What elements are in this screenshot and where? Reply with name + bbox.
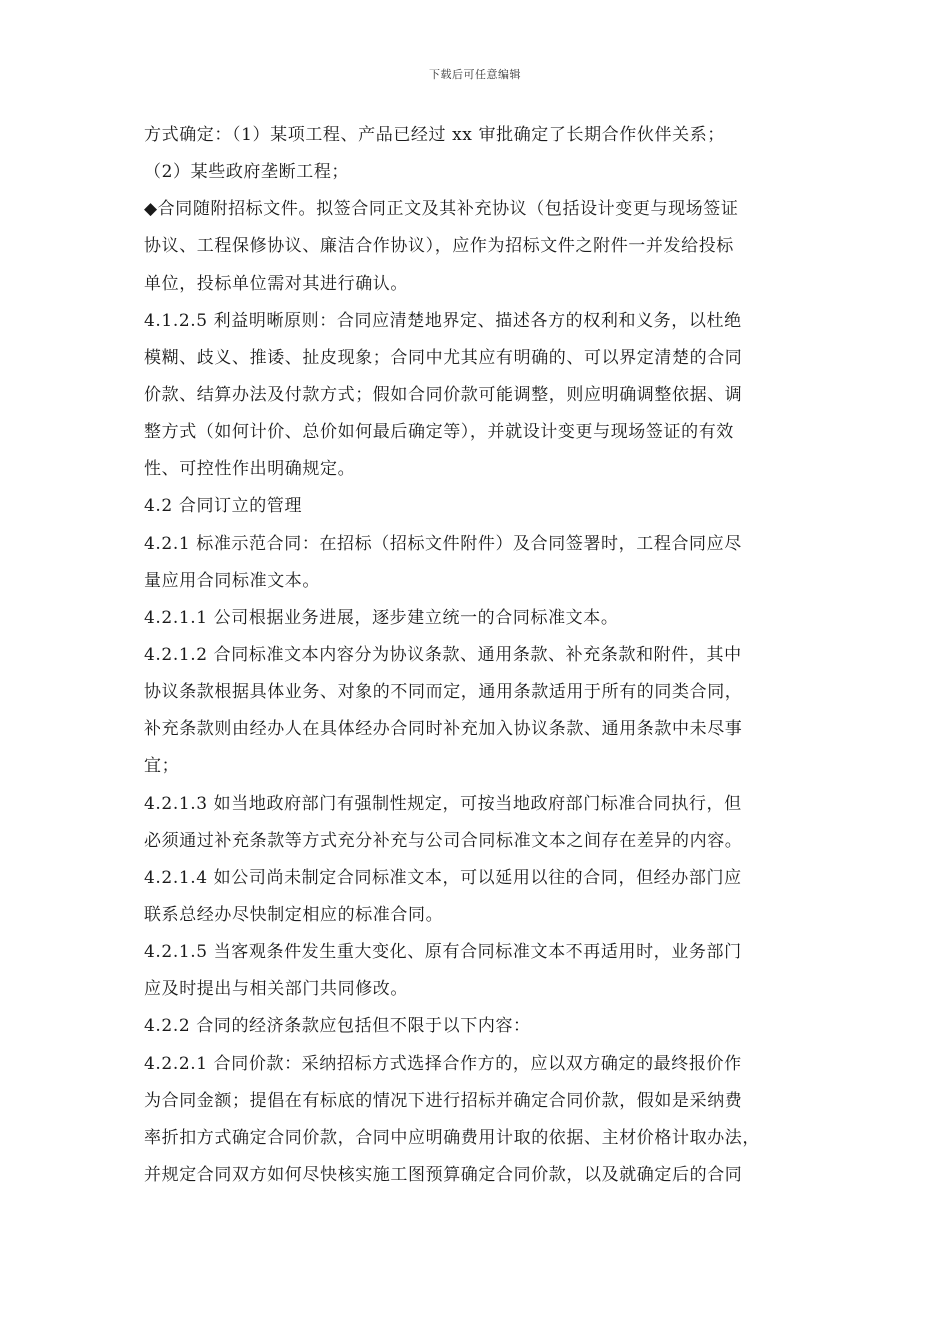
text-line: 为合同金额；提倡在有标底的情况下进行招标并确定合同价款，假如是采纳费 — [144, 1090, 743, 1111]
text-line: 模糊、歧义、推诿、扯皮现象；合同中尤其应有明确的、可以界定清楚的合同 — [144, 347, 743, 368]
section-heading: 4.2 合同订立的管理 — [144, 496, 303, 517]
text-line: 量应用合同标准文本。 — [144, 570, 320, 591]
text-line: 应及时提出与相关部门共同修改。 — [144, 979, 408, 1000]
page-header: 下载后可任意编辑 — [429, 68, 521, 81]
text-line: 4.2.1.5 当客观条件发生重大变化、原有合同标准文本不再适用时，业务部门 — [144, 942, 742, 963]
text-line: 宜； — [144, 756, 180, 777]
text-line: ◆合同随附招标文件。拟签合同正文及其补充协议（包括设计变更与现场签证 — [144, 199, 739, 220]
text-line: 性、可控性作出明确规定。 — [144, 459, 356, 480]
text-line: 4.2.1.1 公司根据业务进展，逐步建立统一的合同标准文本。 — [144, 607, 619, 628]
text-line: 4.1.2.5 利益明晰原则：合同应清楚地界定、描述各方的权利和义务，以杜绝 — [144, 310, 742, 331]
text-line: 协议条款根据具体业务、对象的不同而定，通用条款适用于所有的同类合同， — [144, 682, 743, 703]
text-line: 必须通过补充条款等方式充分补充与公司合同标准文本之间存在差异的内容。 — [144, 830, 743, 851]
text-line: 单位，投标单位需对其进行确认。 — [144, 273, 408, 294]
text-line: （2）某些政府垄断工程； — [144, 162, 350, 183]
document-body — [144, 117, 810, 1194]
text-line: 4.2.1 标准示范合同：在招标（招标文件附件）及合同签署时，工程合同应尽 — [144, 533, 742, 554]
text-line: 4.2.1.2 合同标准文本内容分为协议条款、通用条款、补充条款和附件，其中 — [144, 644, 742, 665]
text-line: 并规定合同双方如何尽快核实施工图预算确定合同价款，以及就确定后的合同 — [144, 1164, 743, 1185]
text-line: 4.2.2 合同的经济条款应包括但不限于以下内容： — [144, 1016, 531, 1037]
text-line: 4.2.1.3 如当地政府部门有强制性规定，可按当地政府部门标准合同执行，但 — [144, 793, 742, 814]
text-line: 整方式（如何计价、总价如何最后确定等），并就设计变更与现场签证的有效 — [144, 422, 734, 443]
text-line: 协议、工程保修协议、廉洁合作协议），应作为招标文件之附件一并发给投标 — [144, 236, 734, 257]
text-line: 率折扣方式确定合同价款，合同中应明确费用计取的依据、主材价格计取办法， — [144, 1127, 760, 1148]
text-line: 4.2.2.1 合同价款：采纳招标方式选择合作方的，应以双方确定的最终报价作 — [144, 1053, 742, 1074]
text-line: 4.2.1.4 如公司尚未制定合同标准文本，可以延用以往的合同，但经办部门应 — [144, 867, 742, 888]
text-line: 补充条款则由经办人在具体经办合同时补充加入协议条款、通用条款中未尽事 — [144, 719, 743, 740]
text-line: 联系总经办尽快制定相应的标准合同。 — [144, 904, 444, 925]
text-line: 价款、结算办法及付款方式；假如合同价款可能调整，则应明确调整依据、调 — [144, 384, 743, 405]
text-line: 方式确定：（1）某项工程、产品已经过 xx 审批确定了长期合作伙伴关系； — [144, 125, 725, 145]
